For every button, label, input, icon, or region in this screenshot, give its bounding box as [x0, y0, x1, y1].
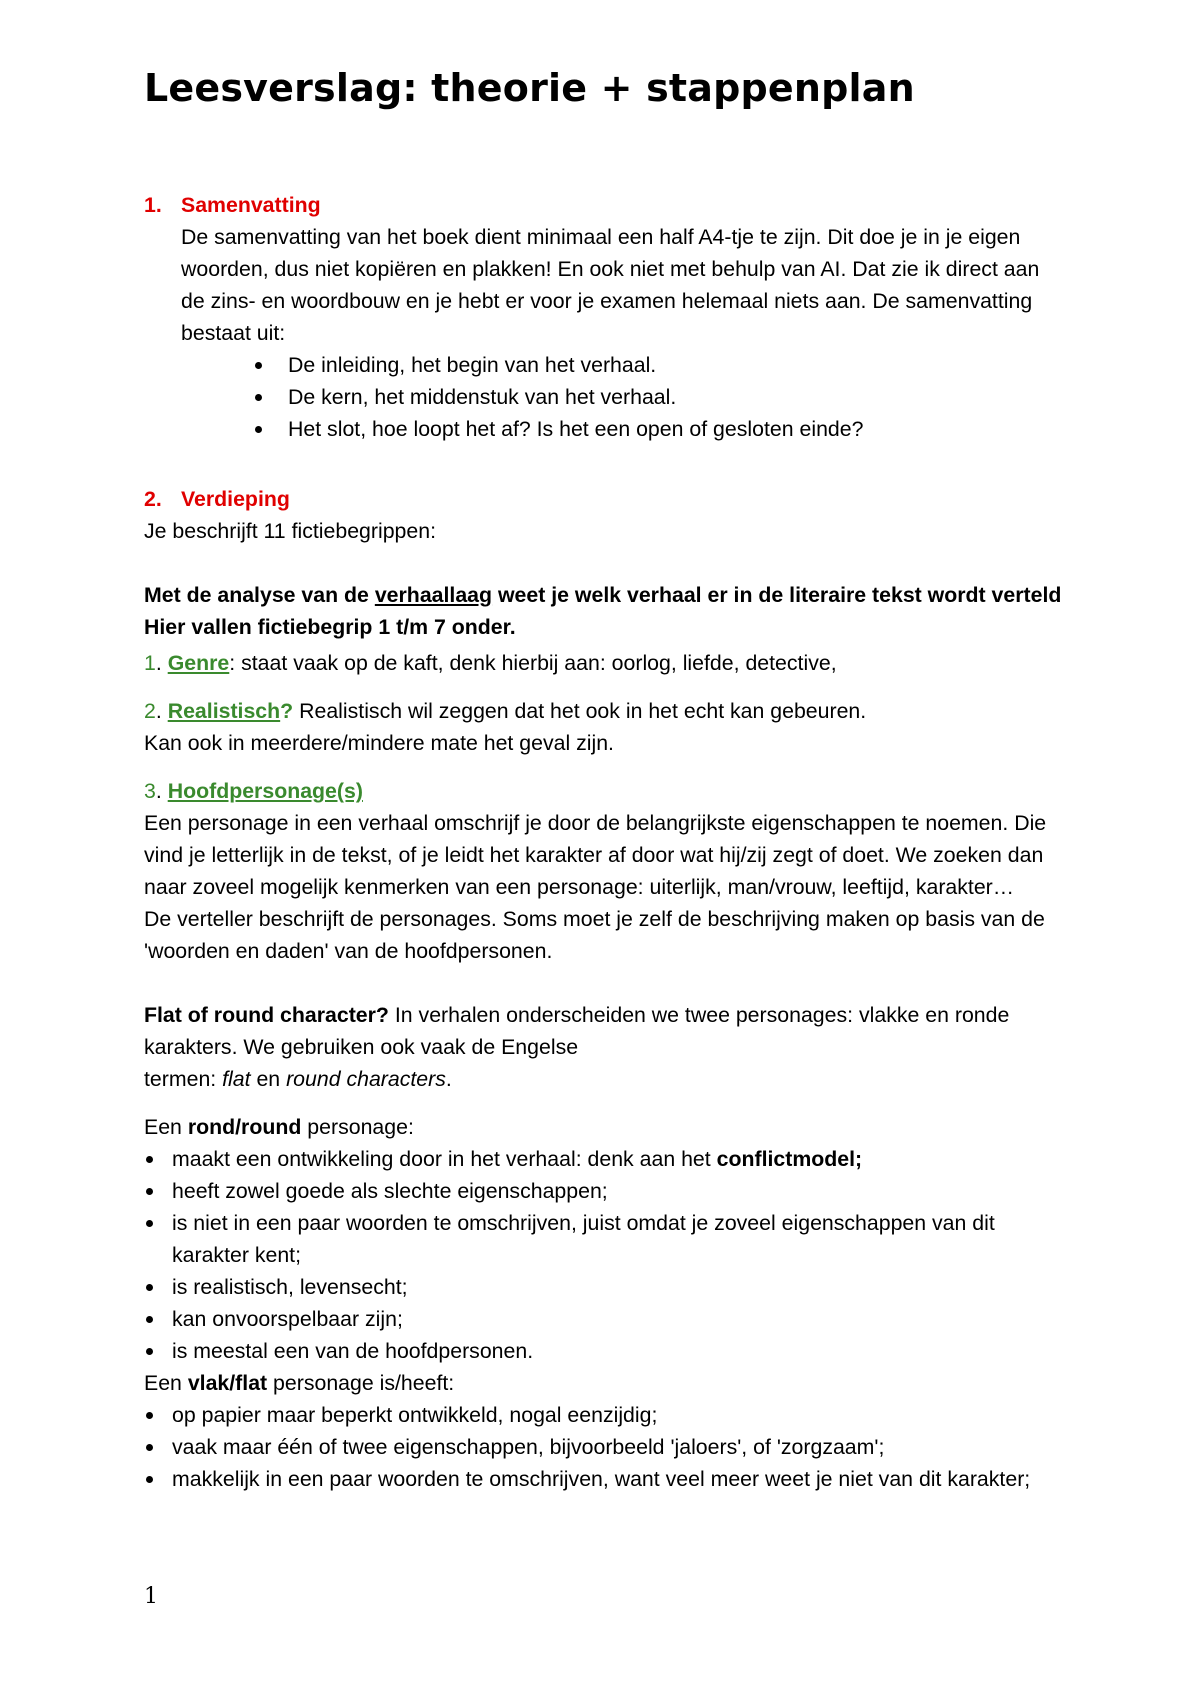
verdieping-intro: Je beschrijft 11 fictiebegrippen:: [144, 519, 437, 543]
list-item: kan onvoorspelbaar zijn;: [172, 1303, 1064, 1335]
verhaallaag-term: verhaallaag: [374, 583, 493, 607]
round-heading: Een rond/round personage:: [144, 1115, 414, 1139]
flat-round-paragraph: Flat of round character? In verhalen onderscheiden we twee personages: vlakke en ronde karakters. We gebruiken ook vaak de Engelse: [144, 1003, 1010, 1059]
verteller-paragraph: De verteller beschrijft de personages. Soms moet je zelf de beschrijving maken op basis van de 'woorden en daden' van de hoofdpersonen.: [144, 907, 1045, 963]
fictiebegrip-hoofdpersonage: 3. Hoofdpersonage(s): [144, 779, 363, 803]
hoofdpersonage-label: Hoofdpersonage(s): [167, 779, 363, 803]
list-item: makkelijk in een paar woorden te omschrijven, want veel meer weet je niet van dit karakter;: [172, 1463, 1064, 1495]
list-item: De kern, het middenstuk van het verhaal.: [288, 381, 1064, 413]
fictiebegrip-realistisch: 2. Realistisch? Realistisch wil zeggen dat het ook in het echt kan gebeuren.: [144, 699, 867, 723]
genre-label: Genre: [167, 651, 230, 675]
flat-round-terms: termen: flat en round characters.: [144, 1067, 452, 1091]
list-item: vaak maar één of twee eigenschappen, bijvoorbeeld 'jaloers', of 'zorgzaam';: [172, 1431, 1064, 1463]
fictiebegrip-genre: 1. Genre: staat vaak op de kaft, denk hierbij aan: oorlog, liefde, detective,: [144, 651, 837, 675]
section-heading: Samenvatting: [181, 193, 321, 217]
round-bullet-list: [144, 1143, 1064, 1367]
document-body: [144, 189, 1064, 1495]
list-item: is realistisch, levensecht;: [172, 1271, 1064, 1303]
document-title: Leesverslag: theorie + stappenplan: [144, 66, 915, 110]
analysis-paragraph: Met de analyse van de verhaallaag weet je welk verhaal er in de literaire tekst wordt verteld Hier vallen fictiebegrip 1 t/m 7 onder.: [144, 583, 1062, 639]
realistisch-label: Realistisch: [167, 699, 281, 723]
list-item: heeft zowel goede als slechte eigenschappen;: [172, 1175, 1064, 1207]
list-item: op papier maar beperkt ontwikkeld, nogal eenzijdig;: [172, 1399, 1064, 1431]
section-verdieping: [144, 483, 1064, 515]
section-heading: Verdieping: [181, 487, 290, 511]
section-number: 1.: [144, 193, 162, 217]
list-item: De inleiding, het begin van het verhaal.: [288, 349, 1064, 381]
page-number: 1: [144, 1584, 158, 1609]
section-samenvatting: [144, 189, 1064, 221]
list-item: Het slot, hoe loopt het af? Is het een open of gesloten einde?: [288, 413, 1064, 445]
section-number: 2.: [144, 487, 162, 511]
summary-paragraph: De samenvatting van het boek dient minimaal een half A4-tje te zijn. Dit doe je in je eigen woorden, dus niet kopiëren en plakken! En ook niet met behulp van AI. Dat zie ik direct aan de zins- en woordbouw en je hebt er voor je examen helemaal niets aan. De samenvatting bestaat uit:: [181, 225, 1040, 345]
list-item: maakt een ontwikkeling door in het verhaal: denk aan het conflictmodel;: [172, 1143, 1064, 1175]
hoofdpersonage-paragraph: Een personage in een verhaal omschrijf je door de belangrijkste eigenschappen te noemen. Die vind je letterlijk in de tekst, of je leidt het karakter af door wat hij/zij zegt of doet. We zoeken dan naar zoveel mogelijk kenmerken van een personage: uiterlijk, man/vrouw, leeftijd, karakter…: [144, 811, 1047, 899]
list-item: is niet in een paar woorden te omschrijven, juist omdat je zoveel eigenschappen van dit karakter kent;: [172, 1207, 1064, 1271]
flat-bullet-list: [144, 1399, 1064, 1495]
list-item: is meestal een van de hoofdpersonen.: [172, 1335, 1064, 1367]
summary-bullet-list: [144, 349, 1064, 445]
flat-heading: Een vlak/flat personage is/heeft:: [144, 1371, 455, 1395]
realistisch-note: Kan ook in meerdere/mindere mate het geval zijn.: [144, 731, 614, 755]
